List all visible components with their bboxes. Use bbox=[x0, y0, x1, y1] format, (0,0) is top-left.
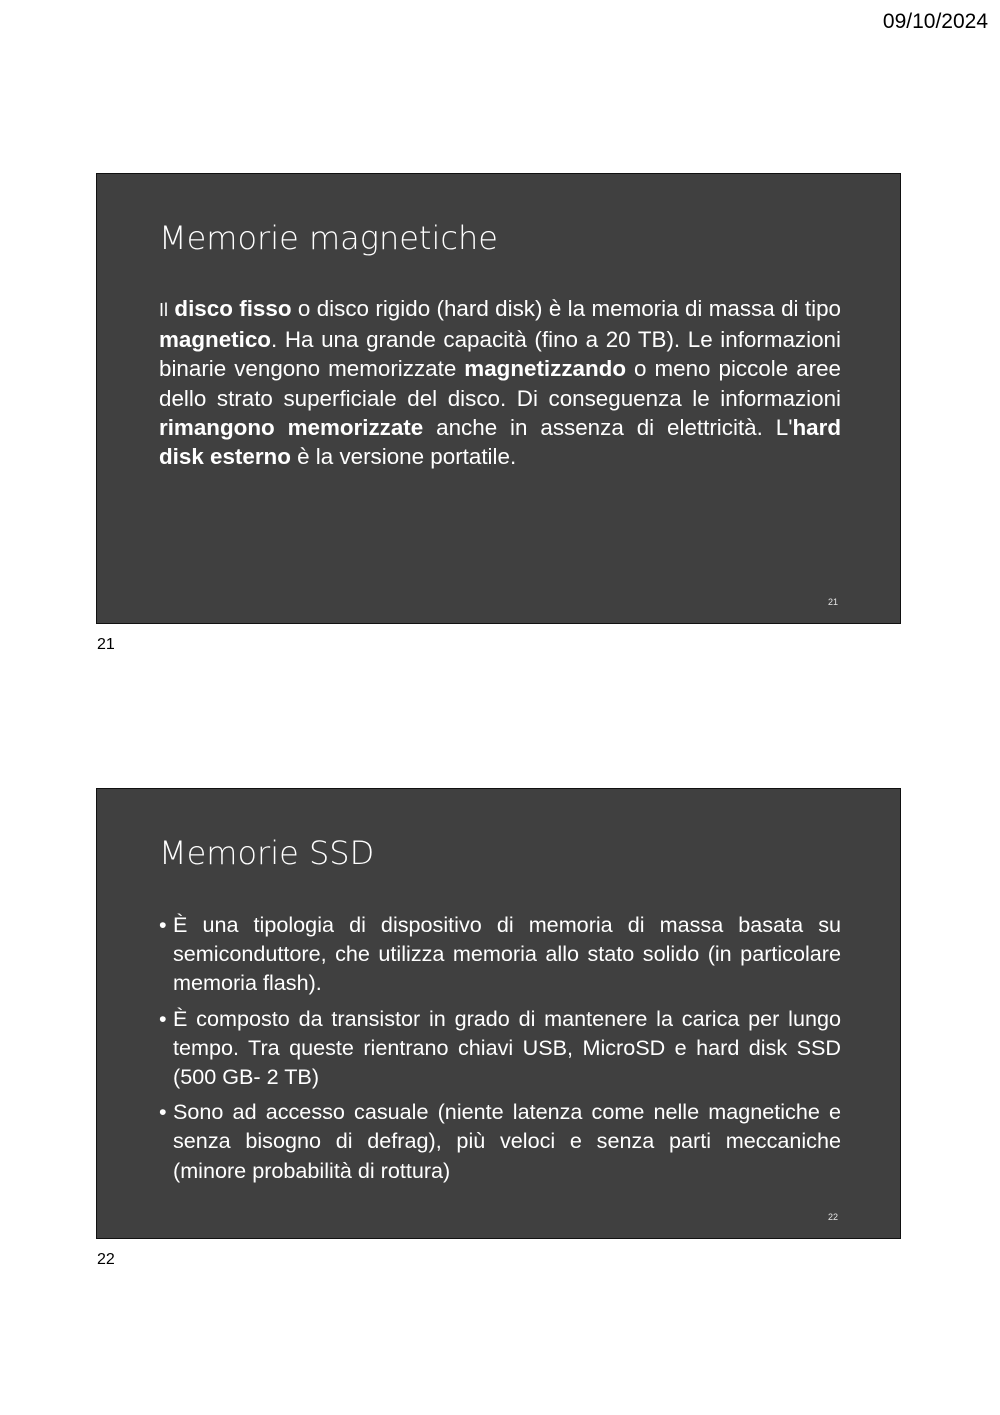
slide-body-text bbox=[159, 294, 841, 471]
bold-text-run: rimangono memorizzate bbox=[159, 414, 424, 440]
text-run: . Ha una grande capacità (fino a 20 TB). Le informazioni binarie vengono memorizzate bbox=[159, 327, 841, 382]
page-number: 21 bbox=[97, 636, 115, 653]
bullet-icon: • bbox=[159, 912, 167, 937]
bullet-list bbox=[159, 910, 841, 1191]
list-item-text: Sono ad accesso casuale (niente latenza come nelle magnetiche e senza bisogno di defrag), più veloci e senza parti meccaniche (minore probabilità di rottura) bbox=[173, 1099, 841, 1183]
list-item-text: È una tipologia di dispositivo di memoria di massa basata su semiconduttore, che utilizza memoria allo stato solido (in particolare memoria flash). bbox=[173, 912, 841, 996]
text-run: è la versione portatile. bbox=[290, 444, 517, 470]
text-run: o meno piccole aree dello strato superficiale del disco. Di conseguenza le informazioni bbox=[159, 356, 842, 411]
slide-title: Memorie SSD bbox=[159, 834, 375, 872]
slide-memorie-magnetiche bbox=[96, 173, 901, 624]
text-run: o disco rigido (hard disk) è la memoria di massa di tipo bbox=[291, 296, 841, 321]
bold-text-run: magnetizzando bbox=[464, 356, 627, 382]
slide-number: 22 bbox=[827, 1212, 838, 1222]
text-run: Il bbox=[159, 300, 168, 320]
bullet-icon: • bbox=[159, 1099, 167, 1125]
list-item-text: È composto da transistor in grado di mantenere la carica per lungo tempo. Tra queste rientrano chiavi USB, MicroSD e hard disk SSD (500 GB- 2 TB) bbox=[173, 1005, 841, 1090]
page-number: 22 bbox=[97, 1251, 115, 1268]
list-item bbox=[159, 1004, 841, 1092]
bold-text-run: hard disk esterno bbox=[159, 414, 842, 470]
slide-number: 21 bbox=[827, 597, 838, 607]
bold-text-run: magnetico bbox=[159, 327, 271, 353]
list-item bbox=[159, 1097, 841, 1185]
bullet-icon: • bbox=[159, 1005, 167, 1031]
page-date: 09/10/2024 bbox=[882, 10, 988, 33]
text-run: anche in assenza di elettricità. L' bbox=[423, 414, 793, 440]
slide-memorie-ssd bbox=[96, 788, 901, 1239]
list-item bbox=[159, 910, 841, 998]
bold-text-run: disco fisso bbox=[174, 296, 292, 321]
slide-title: Memorie magnetiche bbox=[159, 219, 498, 257]
